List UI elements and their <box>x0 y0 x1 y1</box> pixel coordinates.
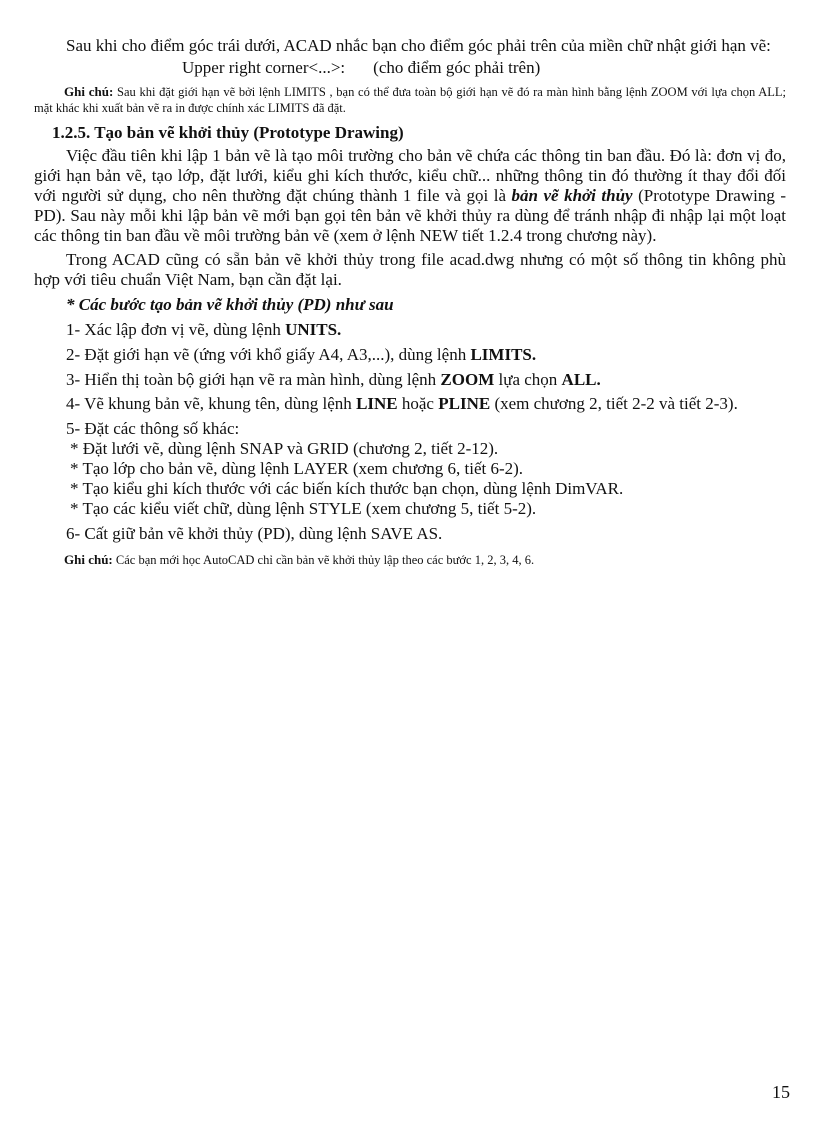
note2-label: Ghi chú: <box>64 552 113 567</box>
p1-part-b: (Prototype Drawing - PD). Sau này mỗi khi lập bản vẽ mới bạn gọi tên bản vẽ khởi thủy ra dùng để tránh nhập đi nhập lại một loạt các thông tin ban đầu về môi trường bản vẽ (xem ở lệnh NEW tiết 1.2.4 trong chương này). <box>34 186 786 245</box>
intro-paragraph: Sau khi cho điểm góc trái dưới, ACAD nhắc bạn cho điểm góc phải trên của miền chữ nhật giới hạn vẽ: <box>66 36 771 55</box>
note-limits <box>34 84 786 116</box>
step-2-command: LIMITS. <box>470 345 537 364</box>
prototype-intro-paragraph <box>34 146 786 246</box>
step-1 <box>34 319 786 340</box>
step-3-text: 3- Hiển thị toàn bộ giới hạn vẽ ra màn hình, dùng lệnh <box>66 370 441 389</box>
step-4 <box>34 394 786 414</box>
upper-right-prompt-line <box>34 58 786 78</box>
step-3-option: ALL. <box>561 370 601 389</box>
note-label: Ghi chú: <box>64 84 114 99</box>
acad-dwg-paragraph: Trong ACAD cũng có sẵn bản vẽ khởi thủy trong file acad.dwg nhưng có một số thông tin không phù hợp với tiêu chuẩn Việt Nam, bạn cần đặt lại. <box>34 250 786 289</box>
page-number: 15 <box>772 1082 790 1102</box>
step-5-item: * Tạo kiểu ghi kích thước với các biến kích thước bạn chọn, dùng lệnh DimVAR. <box>70 479 624 498</box>
step-2 <box>34 344 786 365</box>
page-content <box>34 36 786 568</box>
step-4-command-pline: PLINE <box>438 394 491 413</box>
p1-term: bản vẽ khởi thủy <box>511 186 633 205</box>
step-5-item: * Đặt lưới vẽ, dùng lệnh SNAP và GRID (chương 2, tiết 2-12). <box>70 439 499 458</box>
step-1-text: 1- Xác lập đơn vị vẽ, dùng lệnh <box>66 320 286 339</box>
note-text: Sau khi đặt giới hạn vẽ bởi lệnh LIMITS , bạn có thể đưa toàn bộ giới hạn vẽ đó ra màn hình bằng lệnh ZOOM với lựa chọn ALL; mặt khác khi xuất bản vẽ ra in được chính xác LIMITS đã đặt. <box>34 85 786 115</box>
step-5-item: * Tạo lớp cho bản vẽ, dùng lệnh LAYER (xem chương 6, tiết 6-2). <box>70 459 524 478</box>
step-4-mid: hoặc <box>397 394 439 413</box>
step-3 <box>34 369 786 390</box>
step-1-command: UNITS. <box>285 320 342 339</box>
step-3-command: ZOOM <box>440 370 495 389</box>
step-4-tail: (xem chương 2, tiết 2-2 và tiết 2-3). <box>490 394 738 413</box>
note2-text: Các bạn mới học AutoCAD chỉ cần bản vẽ khởi thủy lập theo các bước 1, 2, 3, 4, 6. <box>115 553 535 567</box>
p1-part-a: Việc đầu tiên khi lập 1 bản vẽ là tạo môi trường cho bản vẽ chứa các thông tin ban đầu. Đó là: đơn vị đo, giới hạn bản vẽ, tạo lớp, đặt lưới, kiểu ghi kích thước, kiểu chữ... những thông tin đó thường ít thay đổi đối với người sử dụng, cho nên thường đặt chúng thành 1 file và gọi là <box>34 146 786 205</box>
step-5: 5- Đặt các thông số khác: <box>66 419 240 438</box>
step-5-item: * Tạo các kiểu viết chữ, dùng lệnh STYLE (xem chương 5, tiết 5-2). <box>70 499 537 518</box>
note-beginners <box>34 552 786 568</box>
prompt-note: (cho điểm góc phải trên) <box>373 58 541 77</box>
step-4-text: 4- Vẽ khung bản vẽ, khung tên, dùng lệnh <box>66 394 357 413</box>
step-2-text: 2- Đặt giới hạn vẽ (ứng với khổ giấy A4, A3,...), dùng lệnh <box>66 345 471 364</box>
prompt-text: Upper right corner<...>: <box>182 58 346 77</box>
step-3-mid: lựa chọn <box>494 370 562 389</box>
section-heading: 1.2.5. Tạo bản vẽ khởi thủy (Prototype Drawing) <box>52 123 404 142</box>
steps-title: * Các bước tạo bản vẽ khởi thủy (PD) như sau <box>66 295 394 314</box>
step-4-command-line: LINE <box>356 394 398 413</box>
step-6: 6- Cất giữ bản vẽ khởi thủy (PD), dùng lệnh SAVE AS. <box>66 524 443 543</box>
